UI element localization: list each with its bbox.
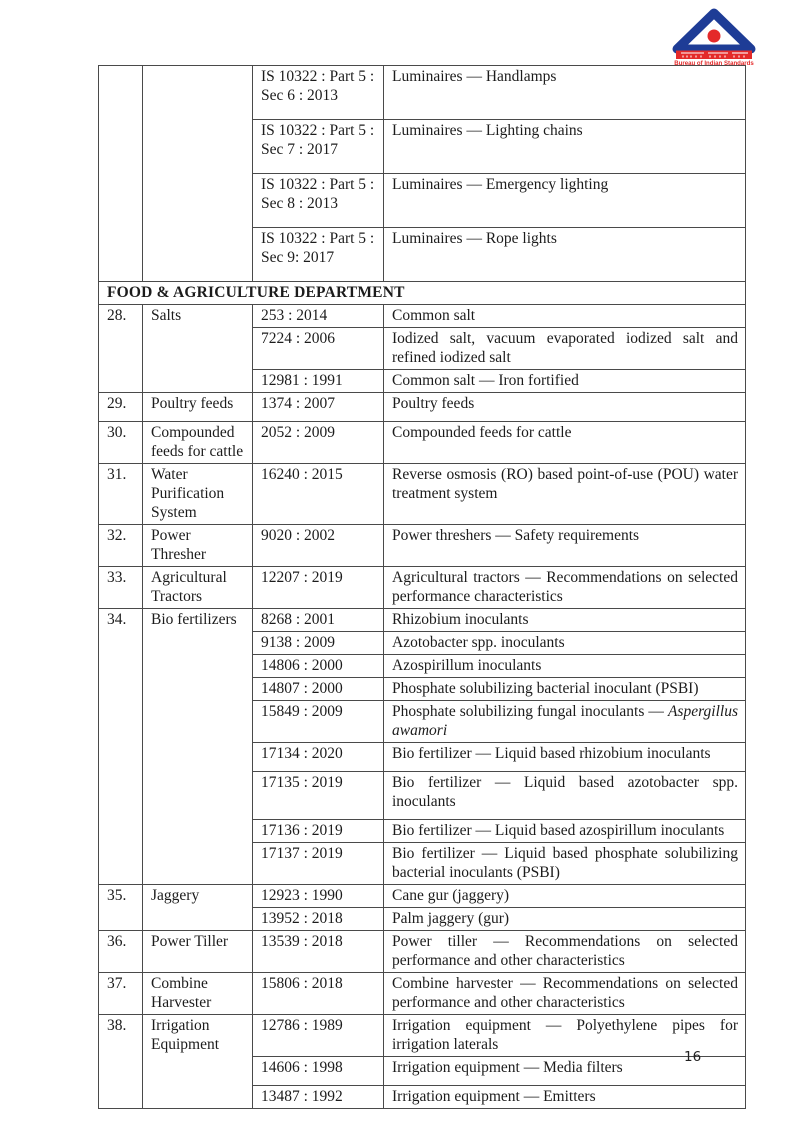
is-code-cell: 13539 : 2018 [253,931,384,973]
serial-cell: 35. [99,885,143,931]
table-row [99,422,746,464]
standard-title-cell [384,701,746,743]
standard-title-cell: Reverse osmosis (RO) based point-of-use (POU) water treatment system [384,464,746,525]
empty-product-cell [143,66,253,282]
table-row [99,885,746,908]
standard-title-cell: Bio fertilizer — Liquid based phosphate solubilizing bacterial inoculants (PSBI) [384,843,746,885]
standard-title-cell: Poultry feeds [384,393,746,422]
product-cell: Water Purification System [143,464,253,525]
standard-title-cell: Luminaires — Lighting chains [384,120,746,174]
is-code-cell: 12207 : 2019 [253,567,384,609]
standard-title-cell: Luminaires — Emergency lighting [384,174,746,228]
table-row [99,609,746,632]
bis-red-dot [708,30,721,43]
table-row [99,66,746,120]
species-name-italic: Aspergillus awamori [392,703,738,739]
is-code-cell: 14606 : 1998 [253,1057,384,1086]
standard-title-cell: Common salt [384,305,746,328]
is-code-cell: 12786 : 1989 [253,1015,384,1057]
is-code-cell: 15849 : 2009 [253,701,384,743]
standards-table [98,65,746,1109]
bis-logo-icon [670,8,758,66]
product-cell: Irrigation Equipment [143,1015,253,1109]
standard-title-cell: Power tiller — Recommendations on selected performance and other characteristics [384,931,746,973]
serial-cell: 30. [99,422,143,464]
is-code-cell: 8268 : 2001 [253,609,384,632]
serial-cell: 31. [99,464,143,525]
standard-title-cell: Bio fertilizer — Liquid based rhizobium inoculants [384,743,746,772]
product-cell: Poultry feeds [143,393,253,422]
product-cell: Compounded feeds for cattle [143,422,253,464]
is-code-cell: 253 : 2014 [253,305,384,328]
serial-cell: 38. [99,1015,143,1109]
product-cell: Jaggery [143,885,253,931]
is-code-cell: 12923 : 1990 [253,885,384,908]
is-code-cell: 12981 : 1991 [253,370,384,393]
product-cell: Power Tiller [143,931,253,973]
standard-title-cell: Irrigation equipment — Media filters [384,1057,746,1086]
standard-title-text: Phosphate solubilizing fungal inoculants — [392,703,668,720]
is-code-cell: 14806 : 2000 [253,655,384,678]
serial-cell: 34. [99,609,143,885]
product-cell: Bio fertilizers [143,609,253,885]
standard-title-cell: Bio fertilizer — Liquid based azotobacter spp. inoculants [384,772,746,820]
standard-title-cell: Iodized salt, vacuum evaporated iodized salt and refined iodized salt [384,328,746,370]
is-code-cell: 9138 : 2009 [253,632,384,655]
product-cell: Agricultural Tractors [143,567,253,609]
serial-cell: 36. [99,931,143,973]
table-row [99,973,746,1015]
table-row [99,525,746,567]
is-code-cell: IS 10322 : Part 5 : Sec 7 : 2017 [253,120,384,174]
table-row [99,464,746,525]
standard-title-cell: Agricultural tractors — Recommendations on selected performance characteristics [384,567,746,609]
standard-title-cell: Luminaires — Rope lights [384,228,746,282]
is-code-cell: 15806 : 2018 [253,973,384,1015]
serial-cell: 29. [99,393,143,422]
section-heading-row [99,282,746,305]
serial-cell: 28. [99,305,143,393]
is-code-cell: 16240 : 2015 [253,464,384,525]
is-code-cell: 17137 : 2019 [253,843,384,885]
bis-logo-caption: Bureau of Indian Standards [674,60,754,66]
is-code-cell: 14807 : 2000 [253,678,384,701]
is-code-cell: IS 10322 : Part 5 : Sec 9: 2017 [253,228,384,282]
is-code-cell: 7224 : 2006 [253,328,384,370]
is-code-cell: 17134 : 2020 [253,743,384,772]
standard-title-cell: Compounded feeds for cattle [384,422,746,464]
standard-title-cell: Azotobacter spp. inoculants [384,632,746,655]
is-code-cell: 2052 : 2009 [253,422,384,464]
is-code-cell: 1374 : 2007 [253,393,384,422]
is-code-cell: 17135 : 2019 [253,772,384,820]
standard-title-cell: Power threshers — Safety requirements [384,525,746,567]
table-row [99,305,746,328]
bis-logo [670,8,758,66]
is-code-cell: 9020 : 2002 [253,525,384,567]
standard-title-cell: Luminaires — Handlamps [384,66,746,120]
empty-serial-cell [99,66,143,282]
table-row [99,931,746,973]
standard-title-cell: Bio fertilizer — Liquid based azospirillum inoculants [384,820,746,843]
table-row [99,1015,746,1057]
standard-title-cell: Combine harvester — Recommendations on selected performance and other characteristics [384,973,746,1015]
is-code-cell: 17136 : 2019 [253,820,384,843]
is-code-cell: IS 10322 : Part 5 : Sec 8 : 2013 [253,174,384,228]
bis-hindi-band [676,51,752,60]
serial-cell: 37. [99,973,143,1015]
product-cell: Power Thresher [143,525,253,567]
standard-title-cell: Phosphate solubilizing bacterial inoculant (PSBI) [384,678,746,701]
product-cell: Combine Harvester [143,973,253,1015]
section-heading: FOOD & AGRICULTURE DEPARTMENT [99,282,746,305]
standard-title-cell: Palm jaggery (gur) [384,908,746,931]
standard-title-cell: Common salt — Iron fortified [384,370,746,393]
is-code-cell: IS 10322 : Part 5 : Sec 6 : 2013 [253,66,384,120]
is-code-cell: 13952 : 2018 [253,908,384,931]
standard-title-cell: Azospirillum inoculants [384,655,746,678]
table-row [99,393,746,422]
standard-title-cell: Rhizobium inoculants [384,609,746,632]
is-code-cell: 13487 : 1992 [253,1086,384,1109]
page-number: 16 [684,1049,702,1065]
standard-title-cell: Irrigation equipment — Emitters [384,1086,746,1109]
standard-title-cell: Irrigation equipment — Polyethylene pipes for irrigation laterals [384,1015,746,1057]
serial-cell: 33. [99,567,143,609]
serial-cell: 32. [99,525,143,567]
product-cell: Salts [143,305,253,393]
table-row [99,567,746,609]
standard-title-cell: Cane gur (jaggery) [384,885,746,908]
